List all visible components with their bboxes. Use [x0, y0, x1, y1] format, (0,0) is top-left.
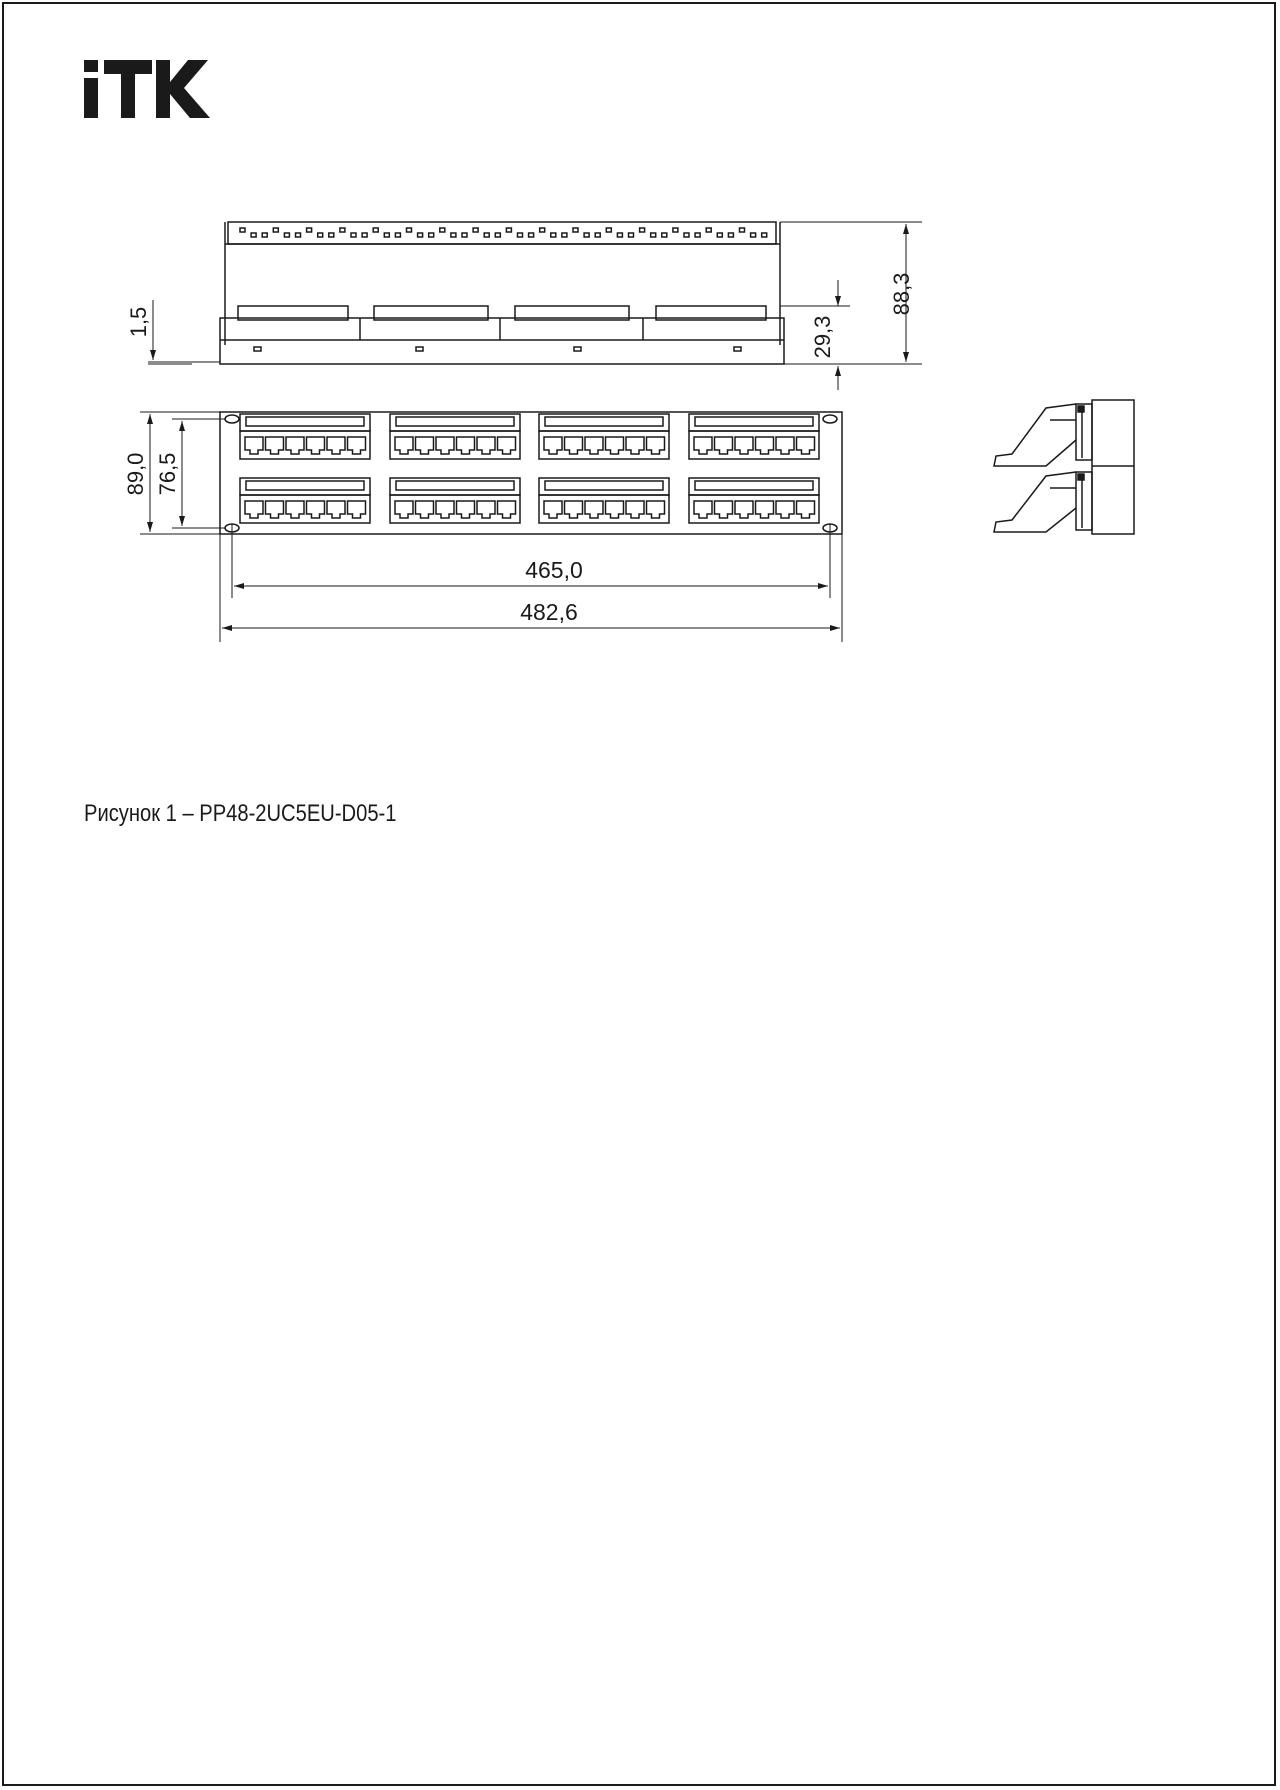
rj45-port	[245, 501, 263, 518]
rear-hole	[695, 233, 700, 237]
rj45-port	[544, 437, 562, 454]
top-view	[220, 222, 784, 364]
rear-hole	[662, 233, 667, 237]
rj45-port	[286, 501, 304, 518]
rear-hole	[651, 233, 656, 237]
front-slots	[254, 347, 741, 351]
rj45-port	[245, 437, 263, 454]
rj45-port	[416, 501, 434, 518]
rj45-port	[327, 501, 345, 518]
dim-overall-width: 482,6	[520, 599, 578, 625]
dim-overall-depth: 88,3	[889, 272, 914, 316]
front-flange	[220, 318, 784, 364]
rj45-port	[797, 501, 815, 518]
rear-hole	[606, 228, 611, 232]
rear-hole	[373, 228, 378, 232]
rear-hole	[262, 233, 267, 237]
port-group	[689, 478, 819, 523]
rj45-port	[694, 501, 712, 518]
rear-hole	[573, 228, 578, 232]
rear-hole	[418, 233, 423, 237]
port-group	[539, 414, 669, 459]
rj45-port	[286, 437, 304, 454]
front-view	[220, 412, 842, 534]
connector-blocks	[238, 306, 766, 340]
rj45-port	[498, 437, 516, 454]
rj45-port	[477, 501, 495, 518]
rear-hole	[451, 233, 456, 237]
rear-hole	[362, 233, 367, 237]
port-group	[689, 414, 819, 459]
rj45-port	[565, 501, 583, 518]
port-group	[240, 478, 370, 523]
rj45-port	[756, 501, 774, 518]
rj45-port	[307, 437, 325, 454]
rear-hole	[296, 233, 301, 237]
rear-hole	[595, 233, 600, 237]
rear-hole	[751, 233, 756, 237]
rj45-port	[565, 437, 583, 454]
rear-hole	[728, 233, 733, 237]
dim-hole-spacing-vertical: 76,5	[155, 452, 180, 496]
dim-hole-spacing-horizontal: 465,0	[525, 557, 583, 583]
rear-hole	[340, 228, 345, 232]
rear-hole	[395, 233, 400, 237]
rj45-port	[307, 501, 325, 518]
rj45-port	[266, 501, 284, 518]
rear-hole	[318, 233, 323, 237]
mounting-holes	[225, 415, 837, 532]
technical-drawing	[0, 0, 1280, 700]
rear-bar	[228, 222, 776, 244]
rear-hole	[473, 228, 478, 232]
rj45-port	[416, 437, 434, 454]
rj45-port	[585, 501, 603, 518]
rj45-port	[715, 437, 733, 454]
rear-hole	[717, 233, 722, 237]
rj45-port	[327, 437, 345, 454]
rear-hole	[407, 228, 412, 232]
rj45-port	[694, 437, 712, 454]
rj45-port	[348, 501, 366, 518]
port-group	[390, 478, 520, 523]
rj45-port	[395, 437, 413, 454]
rj45-port	[436, 437, 454, 454]
rear-hole	[551, 233, 556, 237]
rear-hole	[440, 228, 445, 232]
rj45-port	[457, 437, 475, 454]
rj45-port	[626, 501, 644, 518]
rear-hole	[251, 233, 256, 237]
rj45-port	[606, 501, 624, 518]
rear-hole	[740, 228, 745, 232]
rear-hole	[351, 233, 356, 237]
rear-hole	[273, 228, 278, 232]
rear-hole	[706, 228, 711, 232]
rj45-port	[626, 437, 644, 454]
rj45-port	[498, 501, 516, 518]
rear-hole	[429, 233, 434, 237]
port-group	[390, 414, 520, 459]
rj45-port	[585, 437, 603, 454]
rear-hole	[640, 228, 645, 232]
rear-hole	[495, 233, 500, 237]
rj45-port	[797, 437, 815, 454]
rear-hole	[617, 233, 622, 237]
port-group	[539, 478, 669, 523]
rj45-port	[436, 501, 454, 518]
dim-front-depth: 29,3	[810, 315, 835, 359]
port-groups	[240, 414, 819, 523]
rear-hole	[307, 228, 312, 232]
figure-caption: Рисунок 1 – PP48-2UC5EU-D05-1	[84, 800, 397, 827]
rj45-port	[477, 437, 495, 454]
rj45-port	[395, 501, 413, 518]
rear-hole	[484, 233, 489, 237]
rj45-port	[776, 437, 794, 454]
rj45-port	[756, 437, 774, 454]
rear-hole	[673, 228, 678, 232]
port-group	[240, 414, 370, 459]
rear-hole	[240, 228, 245, 232]
rear-hole	[329, 233, 334, 237]
rj45-port	[735, 437, 753, 454]
rear-holes	[240, 228, 767, 237]
rear-hole	[284, 233, 289, 237]
rj45-port	[647, 501, 665, 518]
rj45-port	[776, 501, 794, 518]
rj45-port	[457, 501, 475, 518]
side-view	[994, 400, 1134, 534]
rear-hole	[684, 233, 689, 237]
dim-flange-thickness: 1,5	[126, 306, 151, 338]
rear-hole	[629, 233, 634, 237]
rj45-port	[735, 501, 753, 518]
rear-hole	[762, 233, 767, 237]
rear-hole	[540, 228, 545, 232]
rj45-port	[348, 437, 366, 454]
rear-hole	[506, 228, 511, 232]
dim-height-overall: 89,0	[123, 452, 148, 496]
rj45-port	[715, 501, 733, 518]
rj45-port	[266, 437, 284, 454]
rear-hole	[462, 233, 467, 237]
rear-hole	[584, 233, 589, 237]
rj45-port	[647, 437, 665, 454]
rear-hole	[518, 233, 523, 237]
rj45-port	[606, 437, 624, 454]
rear-hole	[384, 233, 389, 237]
rear-hole	[529, 233, 534, 237]
rj45-port	[544, 501, 562, 518]
rear-hole	[562, 233, 567, 237]
